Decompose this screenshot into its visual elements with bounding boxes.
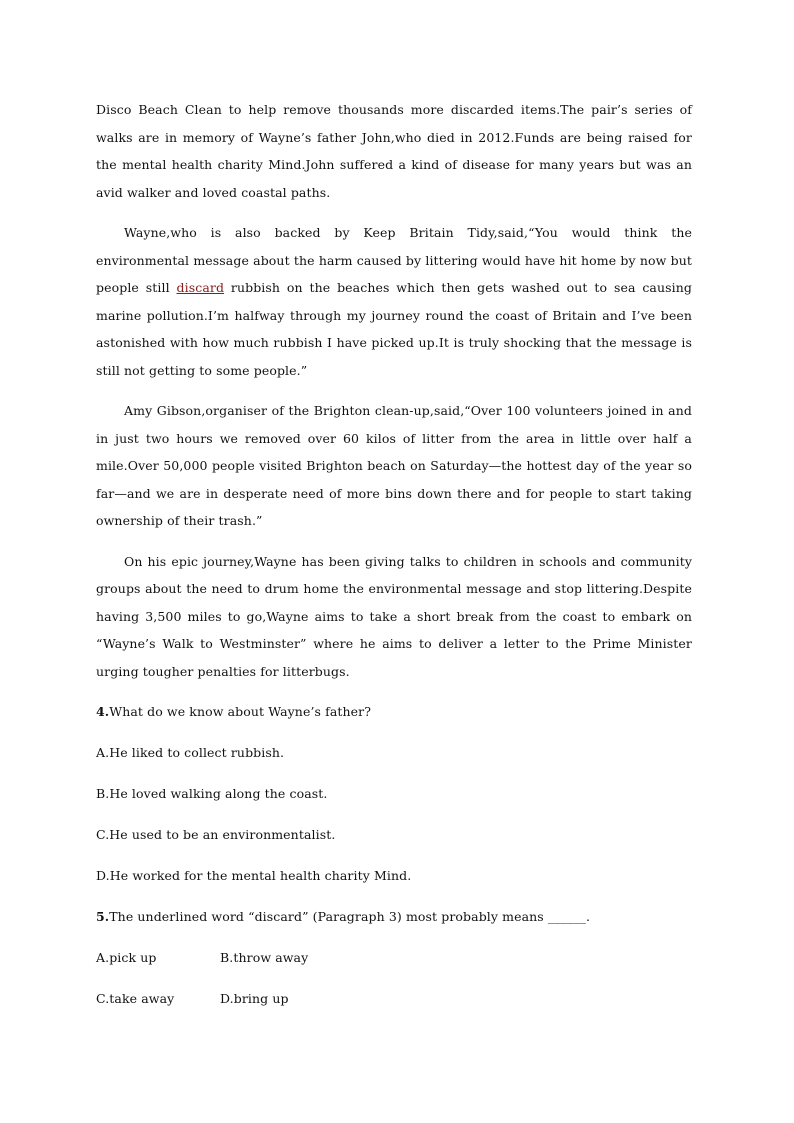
question-4-option-c: C.He used to be an environmentalist. bbox=[96, 827, 336, 842]
passage-paragraph-1 bbox=[96, 96, 692, 206]
question-5 bbox=[96, 903, 692, 1026]
question-4-number: 4. bbox=[96, 704, 110, 719]
question-5-option-a: A.pick up bbox=[96, 950, 157, 965]
question-5-options-row-2 bbox=[96, 985, 692, 1026]
question-4-option-d: D.He worked for the mental health charity Mind. bbox=[96, 868, 412, 883]
p2-text-before: Wayne,who is also backed by Keep Britain Tidy,said,“You would think the environmental message about the harm caused by littering would have hit home by now but people still bbox=[96, 225, 692, 295]
passage-paragraph-4: On his epic journey,Wayne has been giving talks to children in schools and community groups about the need to drum home the environmental message and stop littering.Despite having 3,500 miles to go,Wayne aims to take a short break from the coast to embark on “Wayne’s Walk to Westminster” where he aims to deliver a letter to the Prime Minister urging tougher penalties for litterbugs. bbox=[96, 553, 692, 679]
question-4-stem bbox=[96, 698, 692, 739]
question-4-text: What do we know about Wayne’s father? bbox=[109, 704, 372, 719]
p2-text-after: rubbish on the beaches which then gets washed out to sea causing marine pollution.I’m halfway through my journey round the coast of Britain and I’ve been astonished with how much rubbish I have picked up.It is truly shocking that the message is still not getting to some people.” bbox=[96, 280, 692, 378]
p1-line-4: was an avid walker and loved coastal paths. bbox=[96, 157, 692, 200]
question-5-option-c: C.take away bbox=[96, 991, 175, 1006]
question-5-option-b: B.throw away bbox=[220, 950, 309, 965]
question-5-stem bbox=[96, 903, 692, 944]
question-5-options-row-1 bbox=[96, 944, 692, 985]
underlined-word-discard: discard bbox=[176, 280, 225, 295]
question-5-text: The underlined word “discard” (Paragraph 3) most probably means ______. bbox=[109, 909, 591, 924]
p1-line-2: walks are in memory of Wayne’s father John,who died in 2012.Funds are being raised bbox=[96, 129, 668, 145]
document-page bbox=[96, 96, 692, 1026]
question-4-option-a: A.He liked to collect rubbish. bbox=[96, 745, 285, 760]
passage-paragraph-3: Amy Gibson,organiser of the Brighton clean-up,said,“Over 100 volunteers joined in and in just two hours we removed over 60 kilos of litter from the area in little over half a mile.Over 50,000 people visited Brighton beach on Saturday—the hottest day of the year so far—and we are in desperate need of more bins down there and for people to start taking ownership of their trash.” bbox=[96, 403, 692, 528]
question-5-option-d: D.bring up bbox=[220, 991, 289, 1006]
question-5-number: 5. bbox=[96, 909, 110, 924]
question-4-option-b: B.He loved walking along the coast. bbox=[96, 786, 328, 801]
passage-paragraph-2 bbox=[96, 219, 692, 384]
p1-line-3: for the mental health charity Mind.John suffered a kind of disease for many years but bbox=[96, 129, 692, 172]
question-4 bbox=[96, 698, 692, 903]
p1-line-1: Disco Beach Clean to help remove thousands more discarded items.The pair’s series of bbox=[96, 102, 692, 117]
